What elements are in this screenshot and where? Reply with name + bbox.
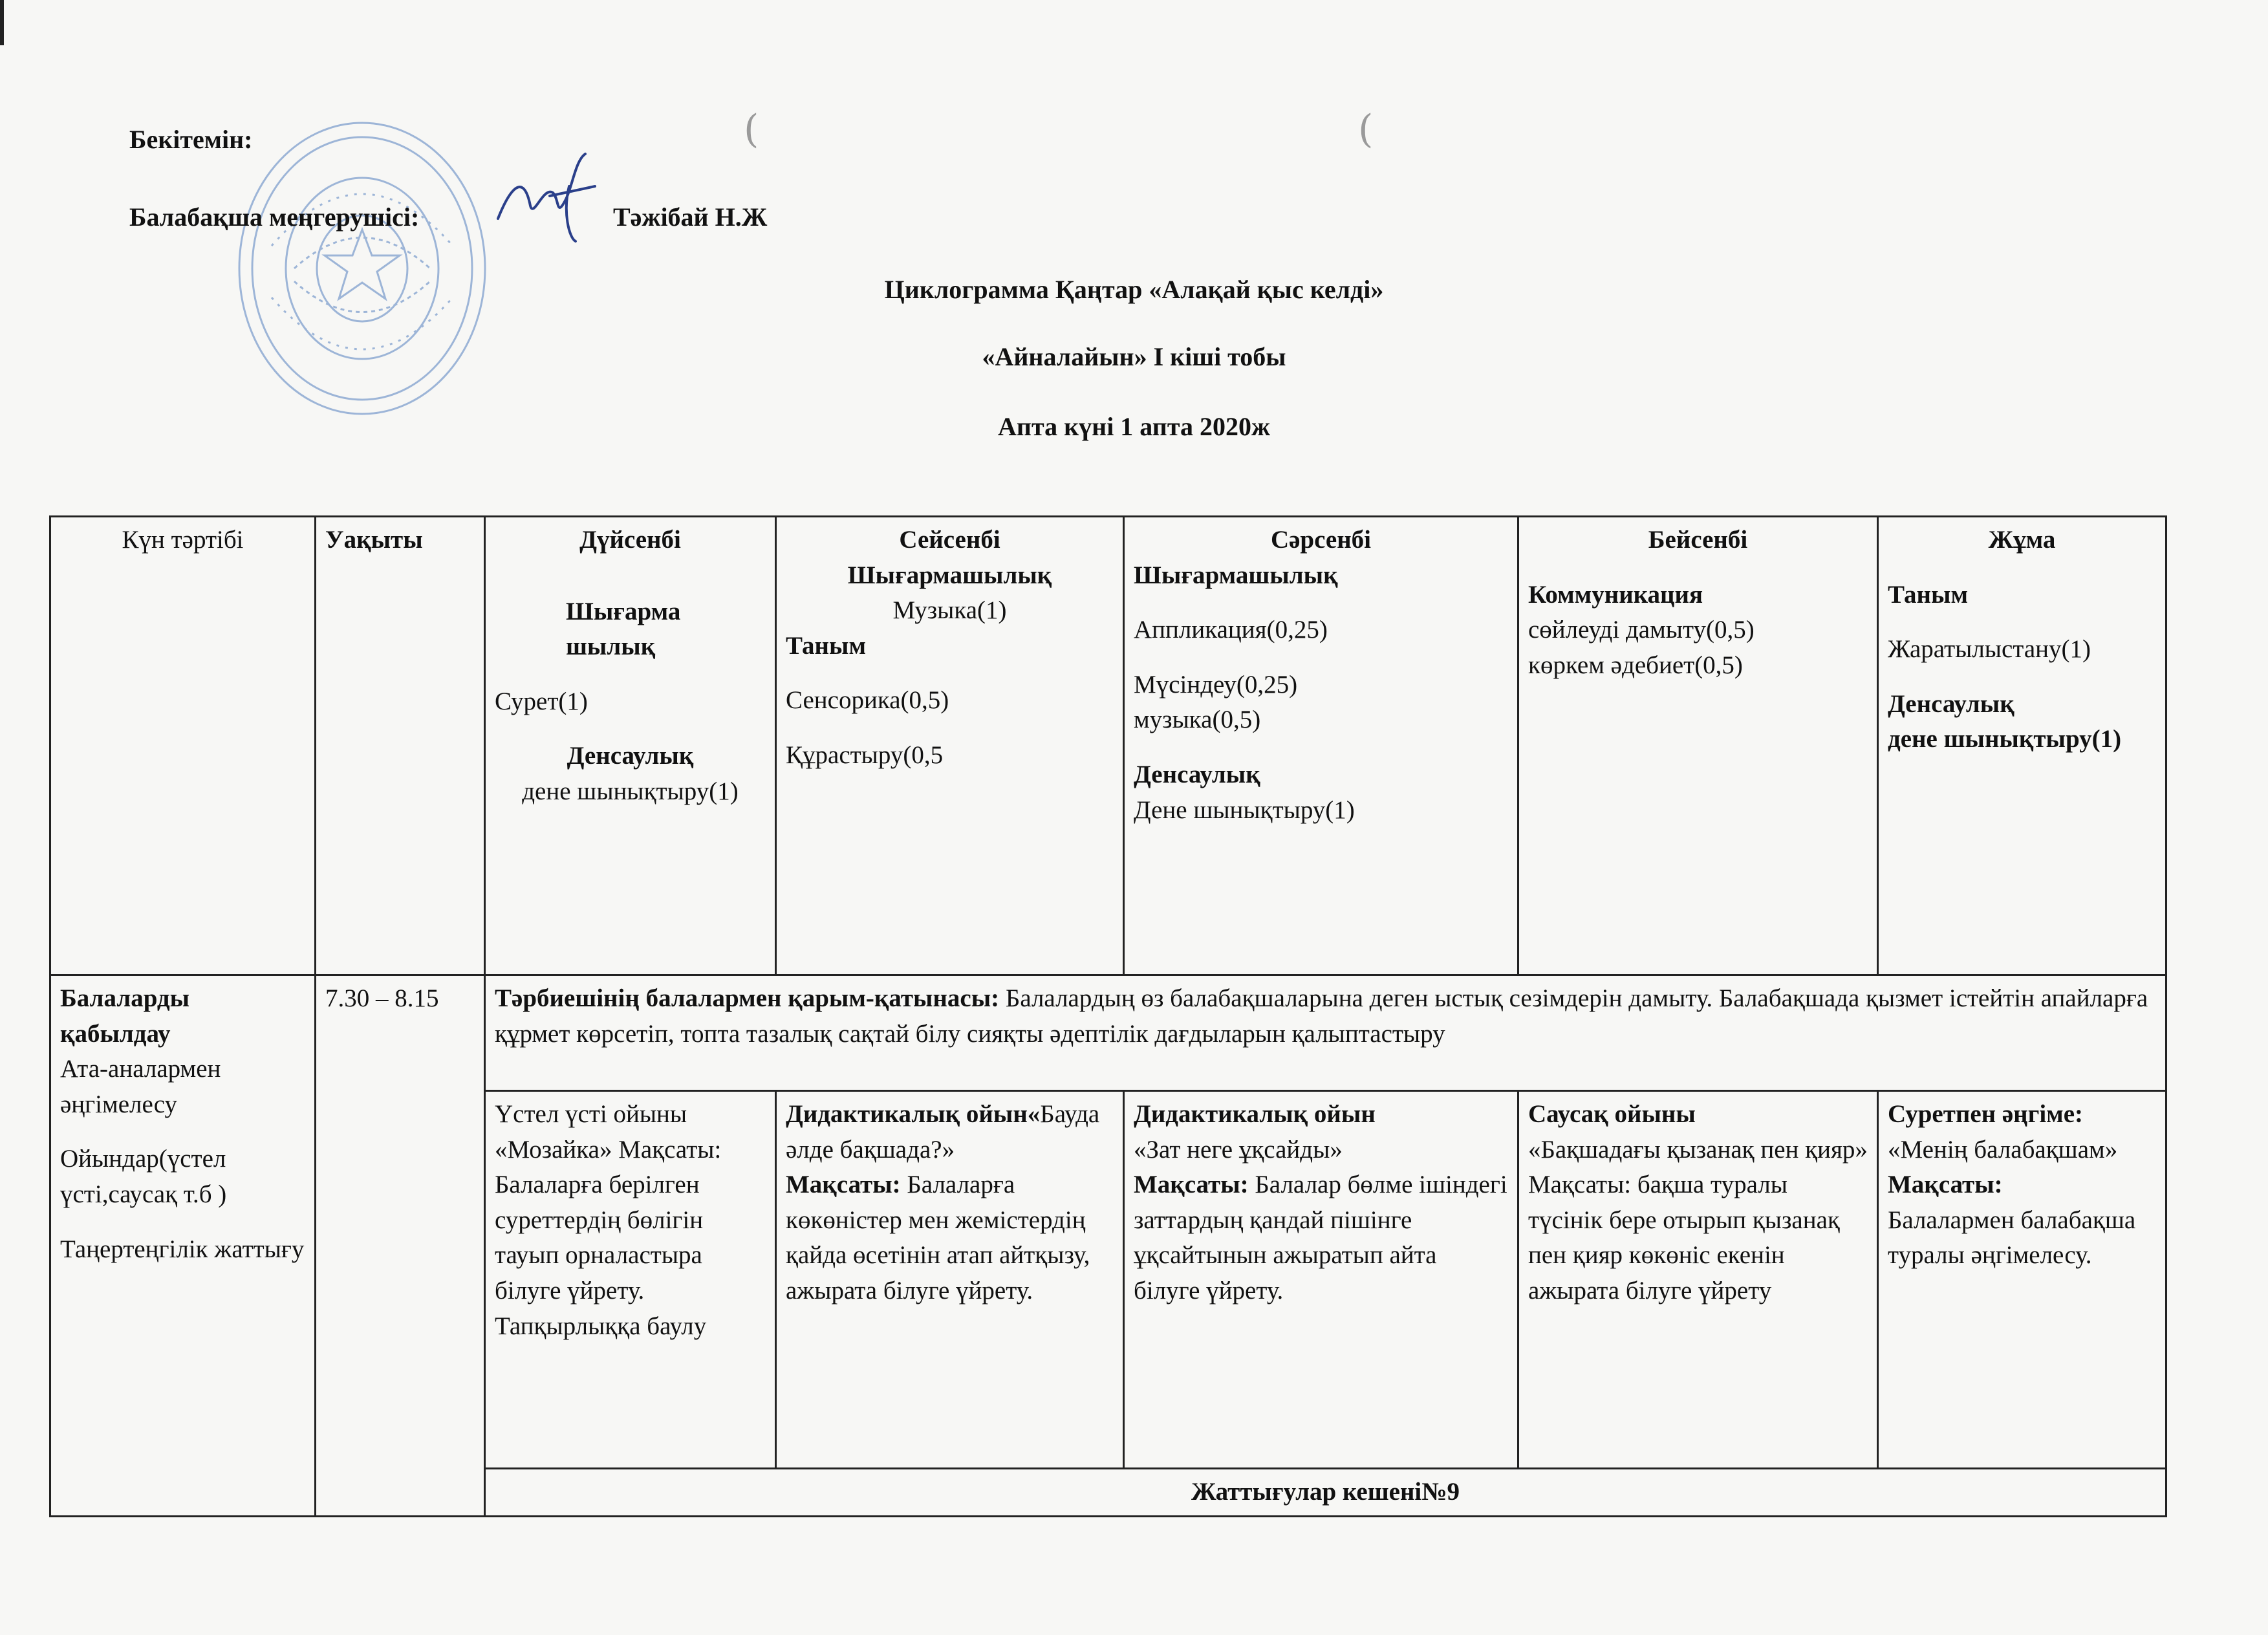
thursday-day: Бейсенбі <box>1648 526 1748 554</box>
games-tuesday-goal-label: Мақсаты: <box>786 1171 901 1199</box>
games-tuesday-title: Дидактикалық ойын« <box>786 1100 1041 1128</box>
exercise-label: Жаттығулар кешені№9 <box>1191 1478 1460 1506</box>
friday-subj1: Жаратылыстану(1) <box>1888 635 2091 664</box>
stamp-seal-icon <box>233 116 491 420</box>
document-title: Циклограмма Қаңтар «Алақай қыс келді» <box>884 275 1384 304</box>
header-schedule <box>50 517 316 975</box>
header-tuesday <box>776 517 1124 975</box>
tuesday-subj2: Сенсорика(0,5) <box>786 686 949 715</box>
director-label: Балабақша меңгерушісі: <box>129 202 420 232</box>
games-thursday <box>1518 1091 1878 1469</box>
thursday-subj2: көркем әдебиет(0,5) <box>1528 651 1743 679</box>
monday-day: Дүйсенбі <box>579 526 681 554</box>
scan-bracket-mark: ( <box>1358 107 1374 152</box>
friday-subj2: дене шынықтыру(1) <box>1888 725 2122 753</box>
games-tuesday <box>776 1091 1124 1469</box>
reception-cell <box>50 975 316 1517</box>
reception-sub3: Таңертеңгілік жаттығу <box>60 1235 305 1263</box>
wednesday-subj1: Аппликация(0,25) <box>1134 616 1328 644</box>
scan-edge-mark <box>0 0 4 45</box>
group-title: «Айналайын» І кіші тобы <box>982 342 1286 371</box>
games-monday-text: Үстел үсті ойыны «Мозайка» Мақсаты: Балаларға берілген суреттердің бөлігін тауып орналастыра білуге үйрету. Тапқырлыққа баулу <box>495 1100 722 1340</box>
games-friday-title: Суретпен әңгіме: <box>1888 1100 2084 1128</box>
header-friday <box>1878 517 2166 975</box>
monday-area1: Шығарма шылық <box>566 597 681 661</box>
wednesday-subj4: Дене шынықтыру(1) <box>1134 796 1355 824</box>
approve-label: Бекітемін: <box>129 125 253 154</box>
reception-name: Балаларды қабылдау <box>60 984 190 1048</box>
games-wednesday-title: Дидактикалық ойын <box>1134 1100 1376 1128</box>
table-row <box>50 975 2166 1091</box>
monday-subj1: Сурет(1) <box>495 687 588 715</box>
games-tuesday-title-rest: Бауда әлде бақшада?» <box>786 1100 1100 1164</box>
friday-area2: Денсаулық <box>1888 689 2014 718</box>
reception-time <box>316 975 485 1517</box>
wednesday-day: Сәрсенбі <box>1270 526 1372 554</box>
games-tuesday-goal: Балаларға көкөністер мен жемістердің қайда өсетінін атап айтқызу, ажырата білуге үйрету. <box>786 1171 1090 1305</box>
wednesday-area2: Денсаулық <box>1134 760 1260 788</box>
tuesday-day: Сейсенбі <box>899 526 1000 554</box>
games-wednesday <box>1124 1091 1518 1469</box>
games-monday <box>485 1091 776 1469</box>
cyclogram-table <box>49 515 2167 1517</box>
games-thursday-title: Саусақ ойыны <box>1528 1100 1696 1128</box>
reception-sub2: Ойындар(үстел үсті,саусақ т.б ) <box>60 1145 227 1208</box>
wednesday-area1: Шығармашылық <box>1134 561 1338 589</box>
exercise-cell <box>485 1469 2166 1517</box>
table-header-row <box>50 517 2166 975</box>
header-monday <box>485 517 776 975</box>
reception-time-value: 7.30 – 8.15 <box>325 984 439 1012</box>
scan-bracket-mark: ( <box>744 107 759 152</box>
games-wednesday-name: «Зат неге ұқсайды» <box>1134 1135 1343 1164</box>
communication-text: Балалардың өз балабақшаларына деген ыстық сезімдерін дамыту. Балабақшада қызмет істейтін апайларға құрмет көрсетіп, топта тазалық сақтай білу сияқты әдептілік дағдыларын қалыптастыру <box>495 984 2148 1048</box>
header-time-label: Уақыты <box>325 526 423 554</box>
games-friday-goal-label: Мақсаты: <box>1888 1171 2003 1199</box>
week-title: Апта күні 1 апта 2020ж <box>998 412 1270 441</box>
games-thursday-text: «Бақшадағы қызанақ пен қияр» Мақсаты: бақша туралы түсінік бере отырып қызанақ пен қияр көкөніс екенін ажырата білуге үйрету <box>1528 1135 1868 1305</box>
tuesday-subj1: Музыка(1) <box>892 596 1007 625</box>
signature-icon <box>491 147 601 244</box>
header-wednesday <box>1124 517 1518 975</box>
games-wednesday-goal: Балалар бөлме ішіндегі заттардың қандай пішінге ұқсайтынын ажыратып айта білуге үйрету. <box>1134 1171 1507 1305</box>
games-wednesday-goal-label: Мақсаты: <box>1134 1171 1249 1199</box>
friday-area1: Таным <box>1888 580 1969 609</box>
header-time <box>316 517 485 975</box>
tuesday-area2: Таным <box>786 631 867 660</box>
friday-day: Жұма <box>1988 526 2056 554</box>
tuesday-area1: Шығармашылық <box>847 561 1052 589</box>
games-friday-name: «Менің балабақшам» <box>1888 1135 2118 1164</box>
director-name: Тәжібай Н.Ж <box>613 202 768 232</box>
games-friday <box>1878 1091 2166 1469</box>
header-schedule-label: Күн тәртібі <box>122 526 244 554</box>
header-thursday <box>1518 517 1878 975</box>
wednesday-subj2: Мүсіндеу(0,25) <box>1134 670 1298 698</box>
tuesday-subj3: Құрастыру(0,5 <box>786 741 944 769</box>
communication-cell <box>485 975 2166 1091</box>
communication-label: Тәрбиешінің балалармен қарым-қатынасы: <box>495 984 1000 1012</box>
games-friday-goal: Балалармен балабақша туралы әңгімелесу. <box>1888 1206 2136 1270</box>
monday-area2: Денсаулық <box>567 742 694 770</box>
monday-subj2: дене шынықтыру(1) <box>522 777 739 805</box>
reception-sub1: Ата-аналармен әңгімелесу <box>60 1055 221 1118</box>
wednesday-subj3: музыка(0,5) <box>1134 706 1261 734</box>
thursday-subj1: сөйлеуді дамыту(0,5) <box>1528 616 1755 644</box>
thursday-area1: Коммуникация <box>1528 580 1703 609</box>
